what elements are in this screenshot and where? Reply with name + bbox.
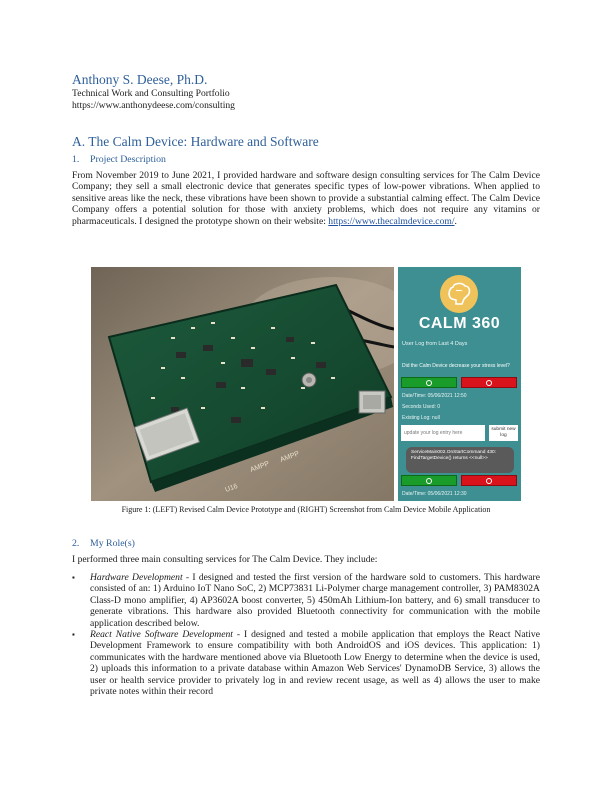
app-name: CALM 360 bbox=[418, 315, 501, 332]
yes-smile-button[interactable] bbox=[401, 377, 457, 388]
stress-question: Did the Calm Device decrease your stress level? bbox=[402, 363, 510, 369]
subsection-1-heading bbox=[72, 154, 166, 166]
roles-intro-paragraph: I performed three main consulting services for The Calm Device. They include: bbox=[72, 554, 378, 565]
board-silk-ampp-1: AMPP bbox=[249, 460, 271, 474]
no-frown-button[interactable] bbox=[461, 377, 517, 388]
section-a-title: A. The Calm Device: Hardware and Software bbox=[72, 134, 319, 149]
subsection-1-number: 1. bbox=[72, 154, 80, 165]
bullet-title: Hardware Development bbox=[90, 572, 183, 583]
brain-icon bbox=[440, 275, 478, 313]
log-date-1: Date/Time: 05/06/2021 12:50 bbox=[402, 393, 467, 399]
figure-1-caption: Figure 1: (LEFT) Revised Calm Device Prototype and (RIGHT) Screenshot from Calm Device Mobile Application bbox=[121, 505, 491, 514]
figure-1 bbox=[91, 267, 521, 501]
portfolio-subtitle: Technical Work and Consulting Portfolio bbox=[72, 88, 230, 99]
log-title: User Log from Last 4 Days bbox=[402, 341, 468, 347]
brain-logo-icon bbox=[440, 275, 478, 313]
bullet-text: - I designed and tested a mobile application that employs the React Native Development Framework to ensure compatibility with both AndroidOS and iOS devices. This application: 1) communicates with the hardware mentioned above via Bluetooth Low Energy to determine when the device is used, 2) uploads this information to a private database within Amazon Web Services' DynamoDB Service, 3) allows the user or health service provider to privately log in and review recent usage, as well as 4) allows the user to make private notes within their record bbox=[90, 629, 540, 698]
frown-face-icon bbox=[486, 478, 492, 484]
calm-device-website-link[interactable]: https://www.thecalmdevice.com/ bbox=[328, 215, 455, 227]
no-frown-button-2[interactable] bbox=[461, 475, 517, 486]
smile-face-icon bbox=[426, 380, 432, 386]
smile-face-icon bbox=[426, 478, 432, 484]
bullet-square-icon: ▪ bbox=[72, 630, 75, 640]
submit-log-button[interactable]: submit new log bbox=[489, 425, 518, 441]
error-toast: ServiceMain002.OnStartCommand 430: FindTargetDevice() returns <<null>> bbox=[406, 447, 514, 473]
list-item bbox=[72, 572, 540, 629]
frown-face-icon bbox=[486, 380, 492, 386]
subsection-2-title: My Role(s) bbox=[90, 538, 135, 549]
project-description-paragraph bbox=[72, 170, 540, 227]
subsection-1-title: Project Description bbox=[90, 154, 166, 165]
yes-smile-button-2[interactable] bbox=[401, 475, 457, 486]
list-item bbox=[72, 629, 540, 697]
project-description-end: . bbox=[454, 215, 457, 227]
circuit-board-image bbox=[91, 267, 394, 501]
bullet-title: React Native Software Development bbox=[90, 629, 233, 641]
bullet-text: - I designed and tested the first version of the hardware sold to customers. This hardware consisted of an: 1) Arduino IoT Nano SoC, 2) MCP73831 Li-Polymer charge management controller, 3) PAM8302A Class-D mono amplifier, 4) AP3602A boost converter, 5) 450mAh Lithium-Ion battery, and 6) small transducer to generate vibrations. This hardware also provided Bluetooth connectivity for communication with the mobile application described below. bbox=[90, 572, 540, 629]
app-screenshot bbox=[398, 267, 521, 501]
header-block bbox=[72, 72, 542, 111]
board-silk-u16: U16 bbox=[224, 482, 239, 494]
bullet-square-icon: ▪ bbox=[72, 573, 75, 582]
prototype-photo bbox=[91, 267, 394, 501]
log-entry-input[interactable]: update your log entry here bbox=[401, 425, 485, 441]
roles-bullet-list bbox=[72, 572, 540, 697]
portfolio-url: https://www.anthonydeese.com/consulting bbox=[72, 99, 235, 111]
board-silk-ampp-2: AMPP bbox=[279, 450, 301, 464]
seconds-used: Seconds Used: 0 bbox=[402, 404, 441, 410]
author-name: Anthony S. Deese, Ph.D. bbox=[72, 72, 208, 87]
project-description-text: From November 2019 to June 2021, I provided hardware and software design consulting services for The Calm Device Company; they sell a small electronic device that generates specific types of low-power vibrations. When applied to sensitive areas like the neck, these vibrations have been shown to provide a substantial calming effect. The Calm Device Company offers a potential solution for those with anxiety problems, which does not require any vitamins or pharmaceuticals. I designed the prototype shown on their website: bbox=[72, 170, 540, 227]
subsection-2-number: 2. bbox=[72, 538, 80, 549]
subsection-2-heading bbox=[72, 538, 135, 550]
existing-log: Existing Log: null bbox=[402, 415, 440, 421]
log-date-2: Date/Time: 05/06/2021 12:30 bbox=[402, 491, 467, 497]
